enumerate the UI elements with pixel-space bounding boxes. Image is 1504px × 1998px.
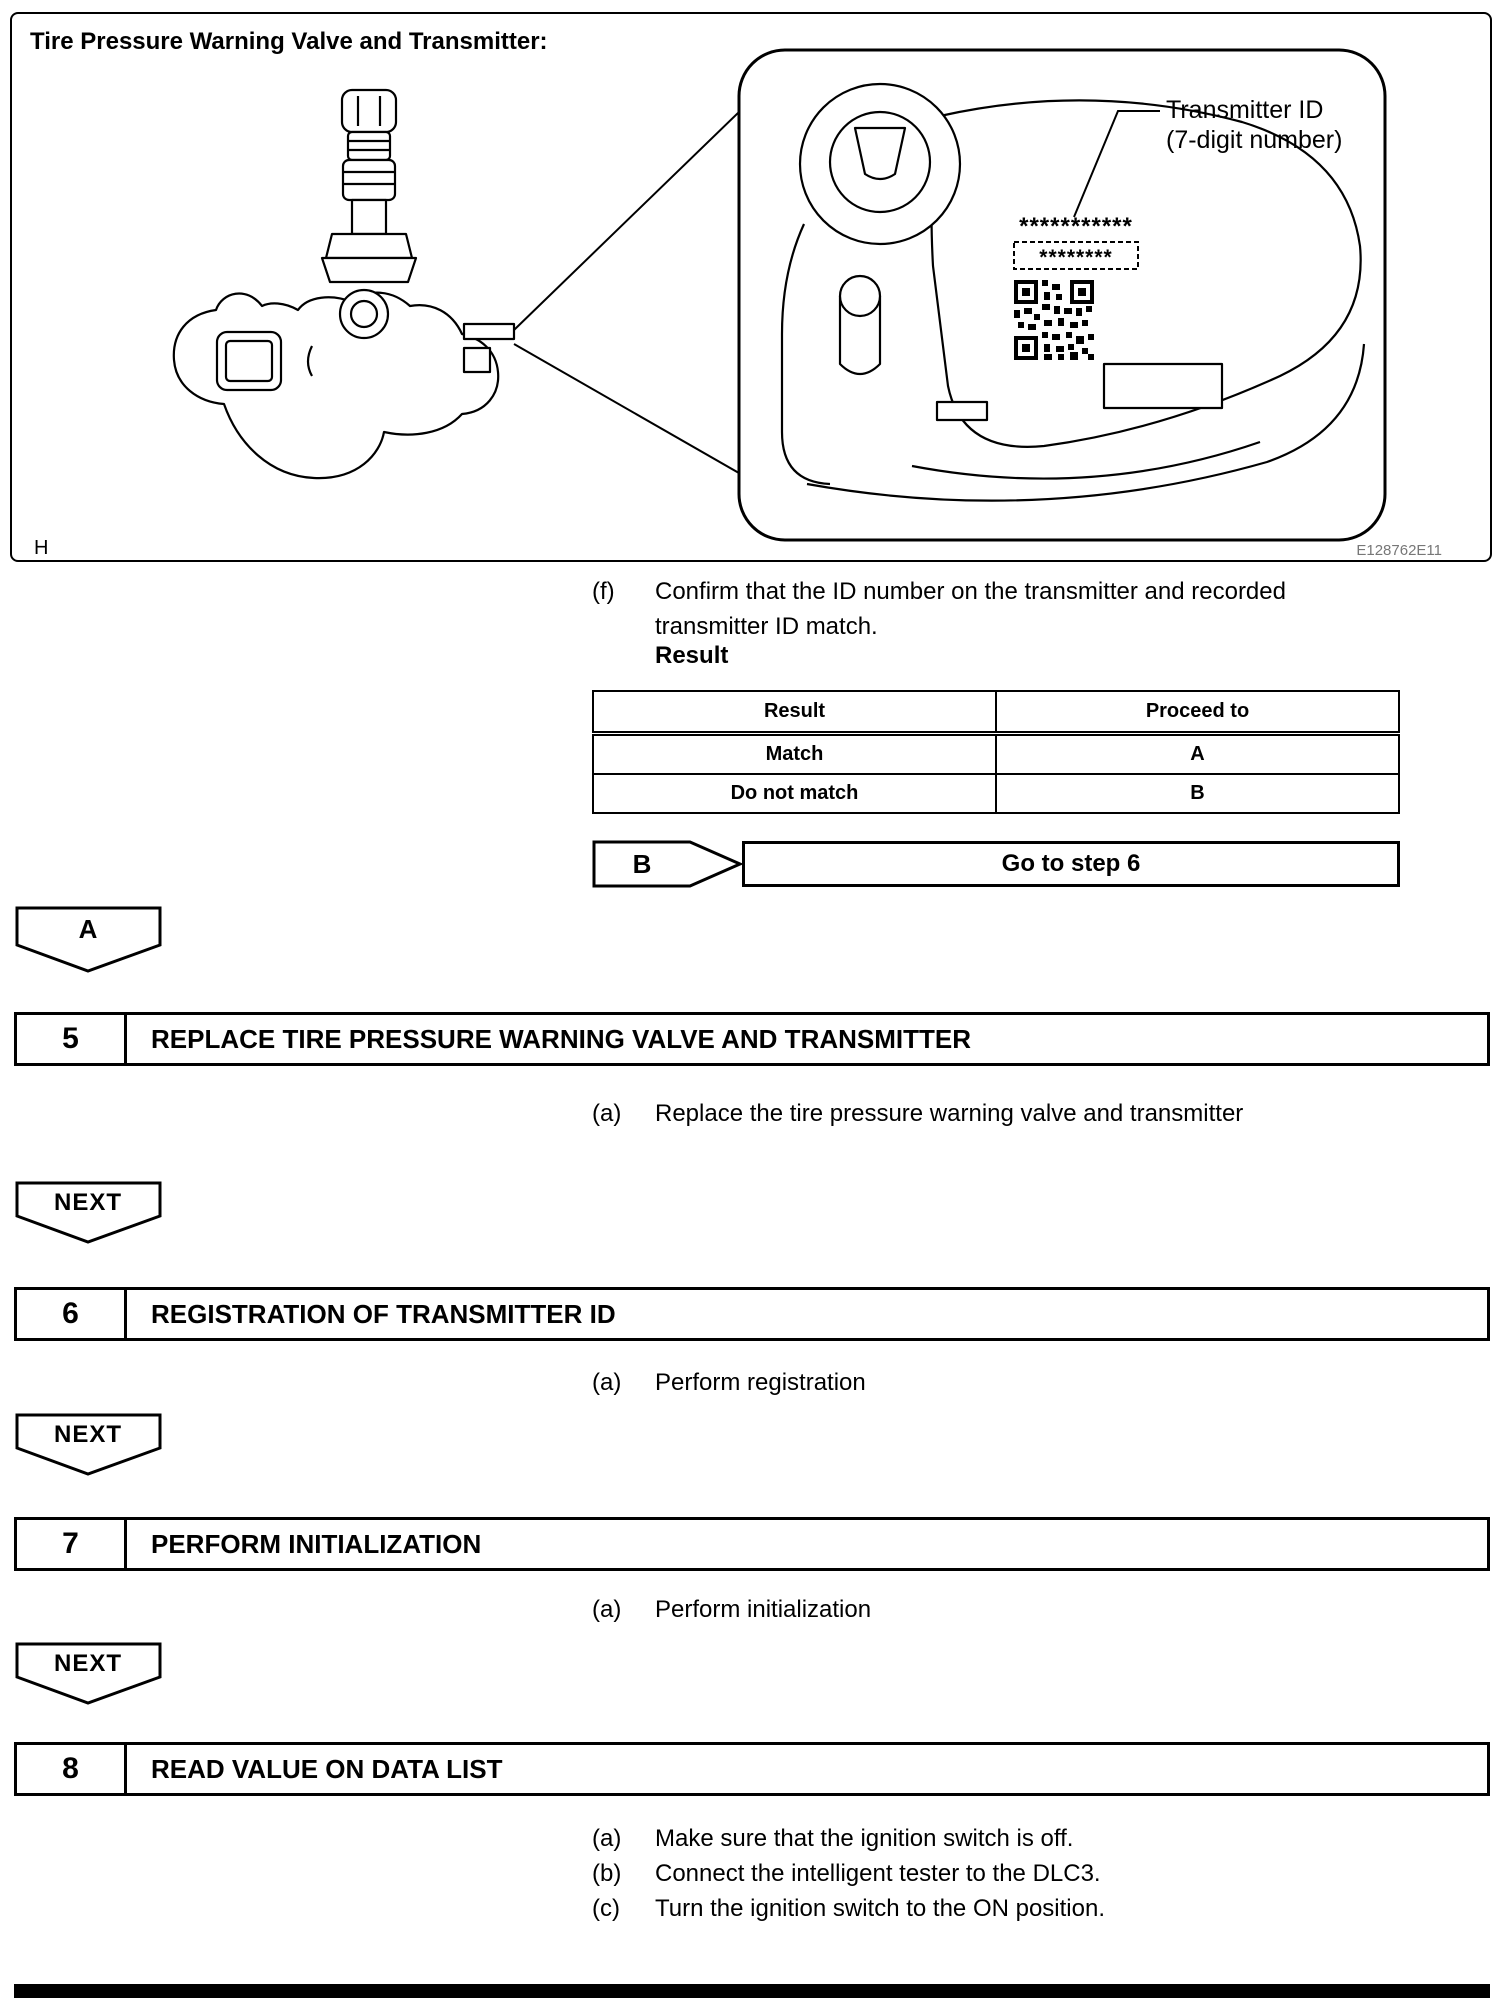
step-5-item-a-text: Replace the tire pressure warning valve and transmitter <box>655 1100 1244 1127</box>
step-7-item-a-text: Perform initialization <box>655 1596 872 1623</box>
step-8-item-a-marker: (a) <box>592 1825 622 1852</box>
step-6-header <box>14 1287 1490 1341</box>
step-6-item-a-marker: (a) <box>592 1369 622 1396</box>
next-connector-label: NEXT <box>53 1650 123 1677</box>
step-5-header <box>14 1012 1490 1066</box>
step-6-number: 6 <box>17 1290 127 1338</box>
annotation-line1: Transmitter ID <box>1166 96 1324 124</box>
valve-transmitter-drawing <box>174 90 514 478</box>
step-5-item-a-marker: (a) <box>592 1100 622 1127</box>
next-connector <box>14 1180 164 1246</box>
step-6-title: REGISTRATION OF TRANSMITTER ID <box>151 1298 616 1329</box>
step-8-item-b-marker: (b) <box>592 1860 622 1887</box>
step-7-header <box>14 1517 1490 1571</box>
result-table <box>592 690 1400 814</box>
proceed-cell-a: A <box>996 734 1399 775</box>
result-cell-match: Match <box>593 734 996 775</box>
step-8-header <box>14 1742 1490 1796</box>
page-bottom-rule <box>14 1984 1490 1998</box>
next-connector <box>14 1412 164 1478</box>
next-connector-label: NEXT <box>53 1421 123 1448</box>
step-8-item-b-text: Connect the intelligent tester to the DLC3. <box>655 1860 1101 1887</box>
annotation-line2: (7-digit number) <box>1166 126 1343 154</box>
next-connector <box>14 1641 164 1707</box>
transmitter-id-row2: ******** <box>1039 246 1113 269</box>
result-table-header-proceed: Proceed to <box>996 691 1399 734</box>
instruction-f-text: Confirm that the ID number on the transmitter and recorded transmitter ID match. <box>655 578 1286 640</box>
instruction-f-marker: (f) <box>592 578 615 605</box>
step-7-item-a-marker: (a) <box>592 1596 622 1623</box>
table-row <box>593 734 1399 775</box>
figure-line-art <box>12 14 1490 560</box>
proceed-cell-b: B <box>996 774 1399 813</box>
next-connector-label: NEXT <box>53 1189 123 1216</box>
transmitter-id-row1: *********** <box>1019 213 1133 240</box>
connector-a-label: A <box>78 914 98 944</box>
table-row <box>593 774 1399 813</box>
step-8-item-a-text: Make sure that the ignition switch is off. <box>655 1825 1074 1852</box>
step-5-number: 5 <box>17 1015 127 1063</box>
step-7-title: PERFORM INITIALIZATION <box>151 1528 482 1559</box>
step-7-number: 7 <box>17 1520 127 1568</box>
result-cell-no-match: Do not match <box>593 774 996 813</box>
magnifier-leader-lines <box>514 80 772 492</box>
step-8-item-c-marker: (c) <box>592 1895 620 1922</box>
figure-title: Tire Pressure Warning Valve and Transmitter: <box>30 28 548 55</box>
step-8-number: 8 <box>17 1745 127 1793</box>
step-6-item-a-text: Perform registration <box>655 1369 866 1396</box>
branch-b-label: B <box>632 849 652 879</box>
step-8-item-c-text: Turn the ignition switch to the ON position. <box>655 1895 1105 1922</box>
result-table-header-result: Result <box>593 691 996 734</box>
result-heading: Result <box>655 642 729 669</box>
goto-step-6-box: Go to step 6 <box>742 841 1400 887</box>
result-table-header-row <box>593 691 1399 734</box>
figure-code: E128762E11 <box>1356 542 1442 559</box>
branch-b-arrow <box>592 839 744 889</box>
step-8-title: READ VALUE ON DATA LIST <box>151 1753 503 1784</box>
step-5-title: REPLACE TIRE PRESSURE WARNING VALVE AND TRANSMITTER <box>151 1023 972 1054</box>
figure-tire-pressure-valve <box>10 12 1492 562</box>
connector-a <box>14 905 164 975</box>
figure-corner-mark: H <box>34 537 49 559</box>
